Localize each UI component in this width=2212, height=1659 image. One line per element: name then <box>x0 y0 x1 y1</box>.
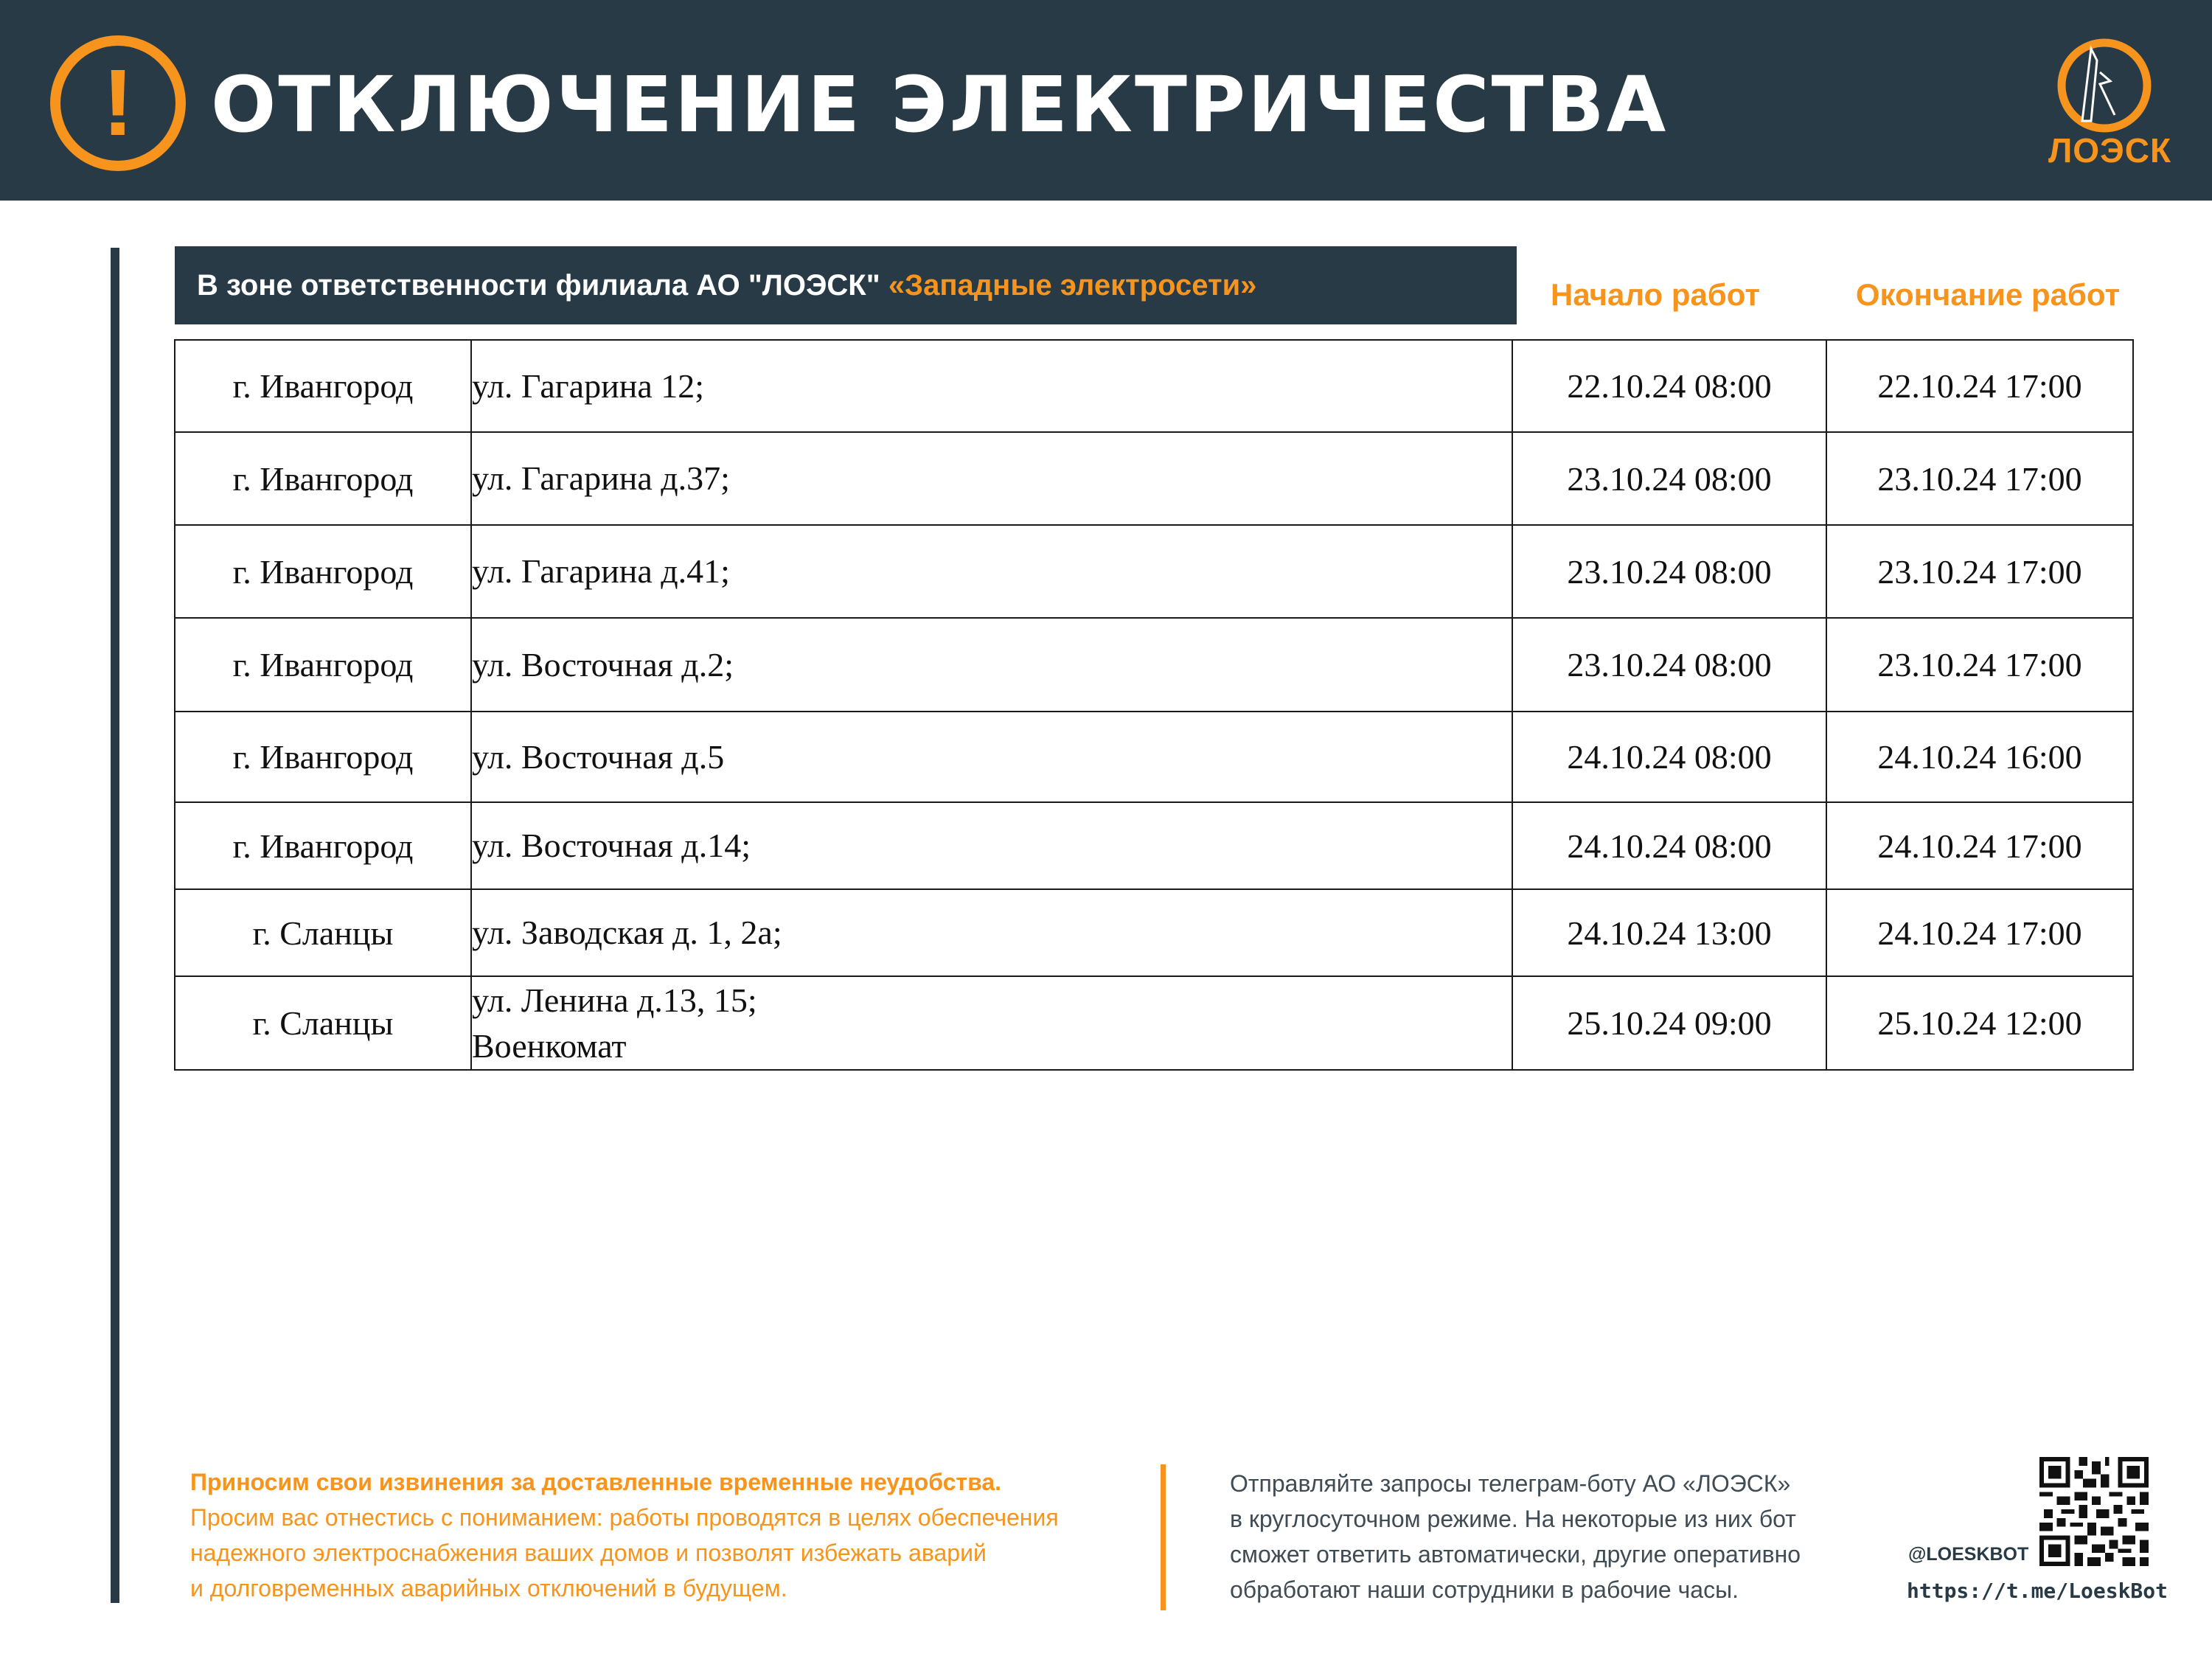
end-cell: 23.10.24 17:00 <box>1826 432 2133 525</box>
address-cell <box>471 712 1512 802</box>
address-cell <box>471 976 1512 1070</box>
address-line: Военкомат <box>472 1026 627 1065</box>
bot-info-text <box>1230 1466 1801 1607</box>
address-cell <box>471 432 1512 525</box>
zone-prefix: В зоне ответственности филиала АО "ЛОЭСК" <box>197 269 880 302</box>
city-cell: г. Сланцы <box>175 889 471 976</box>
end-cell: 24.10.24 16:00 <box>1826 712 2133 802</box>
start-cell: 25.10.24 09:00 <box>1512 976 1826 1070</box>
bot-info-line: обработают наши сотрудники в рабочие часы. <box>1230 1576 1739 1603</box>
zone-heading <box>175 246 1517 324</box>
start-cell: 24.10.24 08:00 <box>1512 802 1826 889</box>
bot-link[interactable]: https://t.me/LoeskBot <box>1907 1579 2168 1603</box>
column-header-end: Окончание работ <box>1855 277 2121 312</box>
table-row <box>175 976 2133 1070</box>
end-cell: 24.10.24 17:00 <box>1826 802 2133 889</box>
address-line: ул. Гагарина д.41; <box>472 552 730 590</box>
start-cell: 24.10.24 13:00 <box>1512 889 1826 976</box>
city-cell: г. Ивангород <box>175 525 471 618</box>
start-cell: 24.10.24 08:00 <box>1512 712 1826 802</box>
address-cell <box>471 802 1512 889</box>
city-cell: г. Ивангород <box>175 340 471 432</box>
page-title: ОТКЛЮЧЕНИЕ ЭЛЕКТРИЧЕСТВА <box>211 60 1669 150</box>
apology-title: Приносим свои извинения за доставленные временные неудобства. <box>190 1469 1002 1495</box>
address-cell <box>471 525 1512 618</box>
address-cell <box>471 618 1512 712</box>
header-banner <box>0 0 2212 201</box>
address-line: ул. Гагарина д.37; <box>472 459 730 497</box>
city-cell: г. Ивангород <box>175 802 471 889</box>
apology-line: и долговременных аварийных отключений в будущем. <box>190 1575 787 1601</box>
column-header-start: Начало работ <box>1551 277 1760 312</box>
start-cell: 23.10.24 08:00 <box>1512 618 1826 712</box>
left-accent-bar <box>111 248 119 1603</box>
zone-branch: «Западные электросети» <box>888 269 1257 302</box>
apology-line: Просим вас отнестись с пониманием: работы проводятся в целях обеспечения <box>190 1504 1059 1531</box>
address-line: ул. Восточная д.5 <box>472 737 725 776</box>
end-cell: 22.10.24 17:00 <box>1826 340 2133 432</box>
exclamation-circle-icon: ! <box>50 35 186 171</box>
logo-text: ЛОЭСК <box>2048 131 2172 170</box>
table-row <box>175 802 2133 889</box>
bot-info-line: Отправляйте запросы телеграм-боту АО «ЛОЭСК» <box>1230 1470 1791 1497</box>
qr-code-icon[interactable] <box>2039 1457 2149 1566</box>
table-row <box>175 525 2133 618</box>
address-line: ул. Восточная д.14; <box>472 827 751 864</box>
table-row <box>175 340 2133 432</box>
address-cell <box>471 340 1512 432</box>
table-row <box>175 889 2133 976</box>
bot-info-line: в круглосуточном режиме. На некоторые из них бот <box>1230 1506 1796 1532</box>
apology-text <box>190 1500 1059 1606</box>
city-cell: г. Ивангород <box>175 712 471 802</box>
address-cell <box>471 889 1512 976</box>
end-cell: 23.10.24 17:00 <box>1826 525 2133 618</box>
footer-divider <box>1161 1464 1166 1610</box>
address-line: ул. Заводская д. 1, 2а; <box>472 914 782 951</box>
outage-table <box>174 339 2134 1071</box>
address-line: ул. Гагарина 12; <box>472 366 705 405</box>
address-line: ул. Ленина д.13, 15; <box>472 981 757 1019</box>
table-row <box>175 712 2133 802</box>
start-cell: 22.10.24 08:00 <box>1512 340 1826 432</box>
city-cell: г. Сланцы <box>175 976 471 1070</box>
bot-handle: @LOESKBOT <box>1908 1544 2029 1565</box>
start-cell: 23.10.24 08:00 <box>1512 525 1826 618</box>
end-cell: 25.10.24 12:00 <box>1826 976 2133 1070</box>
end-cell: 24.10.24 17:00 <box>1826 889 2133 976</box>
end-cell: 23.10.24 17:00 <box>1826 618 2133 712</box>
apology-line: надежного электроснабжения ваших домов и позволят избежать аварий <box>190 1540 987 1566</box>
city-cell: г. Ивангород <box>175 618 471 712</box>
city-cell: г. Ивангород <box>175 432 471 525</box>
bot-info-line: сможет ответить автоматически, другие оперативно <box>1230 1541 1801 1568</box>
address-line: ул. Восточная д.2; <box>472 645 734 684</box>
table-row <box>175 618 2133 712</box>
start-cell: 23.10.24 08:00 <box>1512 432 1826 525</box>
table-row <box>175 432 2133 525</box>
